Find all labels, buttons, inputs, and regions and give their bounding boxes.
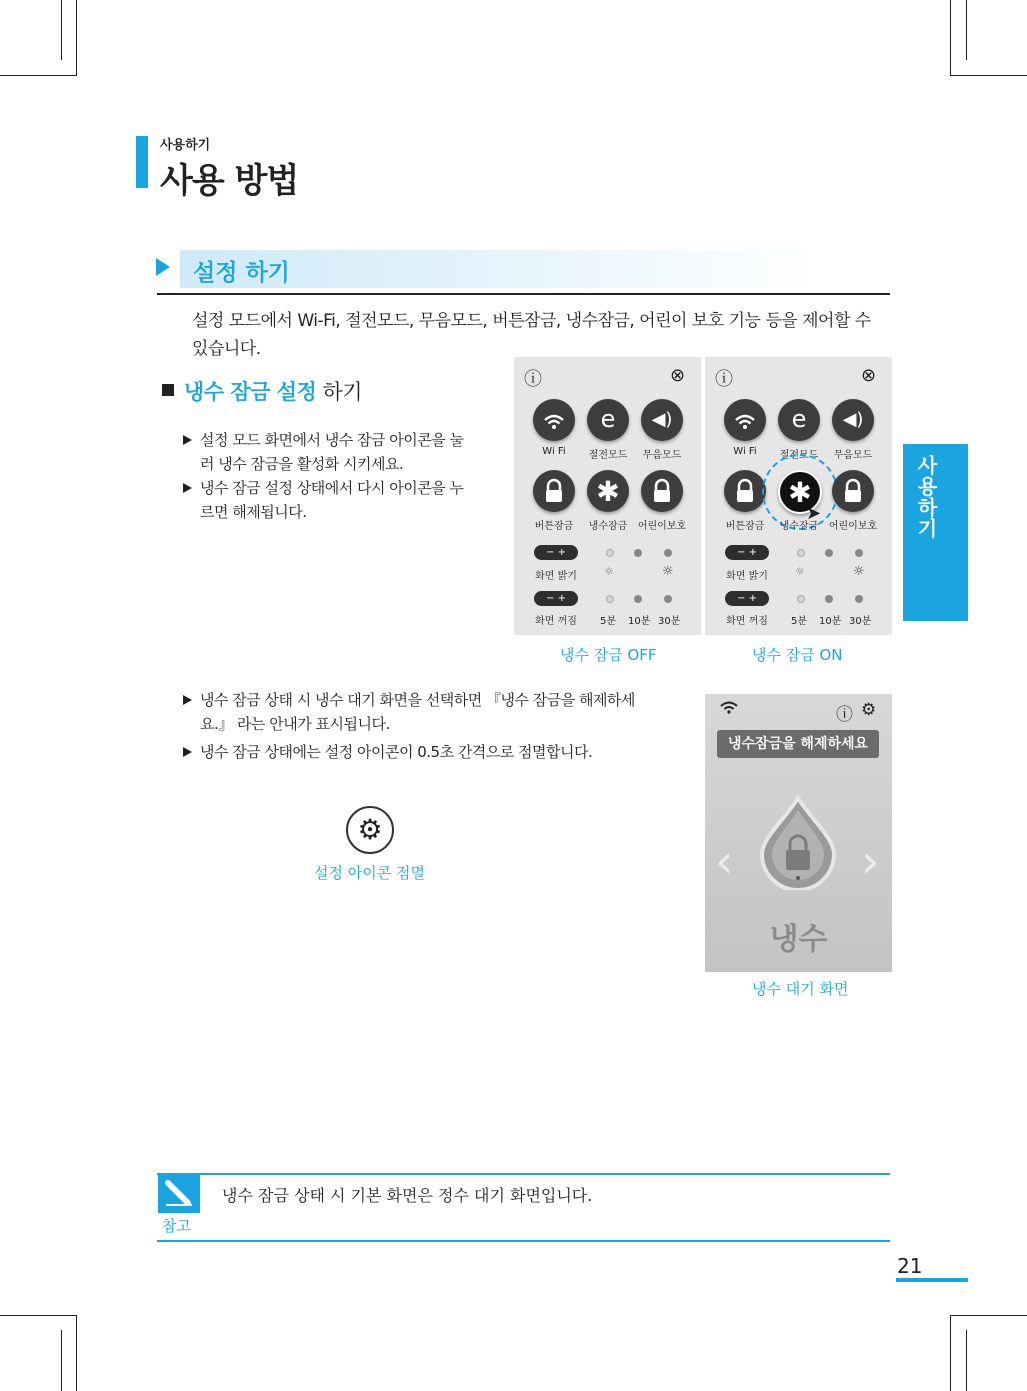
time-label: 10분 [628,616,651,627]
screen-off-stepper: − + [725,591,769,606]
level-dot [825,549,833,557]
sun-icon: ☼ [853,564,865,579]
level-dot [855,595,863,603]
list-item-text: 냉수 잠금 상태에는 설정 아이콘이 0.5초 간격으로 점멸합니다. [200,743,593,761]
child-lock-icon [641,470,683,512]
section-title: 설정 하기 [193,260,290,286]
panel-label: 무음모드 [833,450,873,461]
crop-mark [966,0,967,60]
crop-mark [0,1315,77,1316]
panel-label: 냉수잠금 [588,521,628,532]
panel-label: 버튼잠금 [534,521,574,532]
brightness-stepper: − + [725,545,769,560]
panel-label: 화면 꺼짐 [535,616,577,627]
level-dot [825,595,833,603]
caption-standby: 냉수 대기 화면 [752,980,849,998]
cold-lock-icon: ✱ [778,470,822,514]
water-drop-icon [758,794,838,890]
panel-label: 어린이보호 [828,521,878,532]
wifi-icon [533,399,575,441]
pencil-icon [158,1175,200,1213]
caption-off: 냉수 잠금 OFF [560,646,657,664]
header-category: 사용하기 [160,138,211,153]
time-label: 10분 [819,616,842,627]
gear-icon: ⚙ [346,806,394,854]
level-dot [797,549,805,557]
lock-icon [724,470,766,512]
note-text: 냉수 잠금 상태 시 기본 화면은 정수 대기 화면입니다. [222,1186,593,1205]
level-dot [634,549,642,557]
chevron-right-icon: › [861,834,880,888]
screen-off-stepper: − + [534,591,578,606]
info-icon: ⓘ [524,369,542,390]
brightness-stepper: − + [534,545,578,560]
crop-mark [76,0,77,76]
bullet-list-1 [183,428,473,524]
standby-label: 냉수 [769,922,828,957]
crop-mark [950,0,951,76]
time-label: 5분 [600,616,617,627]
crop-mark [950,1315,951,1391]
power-save-icon: e [778,399,820,441]
section-arrow-icon [156,258,170,276]
cursor-icon: ➤ [806,503,822,524]
panel-label: 절전모드 [779,450,819,461]
panel-label: 화면 꺼짐 [726,616,768,627]
list-item-text: 냉수 잠금 설정 상태에서 다시 아이콘을 누르면 해제됩니다. [200,479,464,521]
panel-label: 버튼잠금 [725,521,765,532]
level-dot [797,595,805,603]
sun-icon: ☼ [604,565,614,578]
time-label: 30분 [849,616,872,627]
panel-label: 무음모드 [642,450,682,461]
page-title: 사용 방법 [160,161,299,201]
panel-label: 어린이보호 [637,521,687,532]
level-dot [606,595,614,603]
intro-text: 설정 모드에서 Wi-Fi, 절전모드, 무음모드, 버튼잠금, 냉수잠금, 어린이 보호 기능 등을 제어할 수 있습니다. [192,311,871,359]
panel-label: Wi Fi [542,446,566,457]
panel-label: 절전모드 [588,450,628,461]
page-number: 21 [897,1254,923,1278]
gear-icon: ⚙ [861,700,877,720]
note-bottom-line [157,1240,890,1242]
level-dot [634,595,642,603]
child-lock-icon [832,470,874,512]
sun-icon: ☼ [662,564,674,579]
panel-label: 냉수잠금 [779,521,819,532]
list-item [183,428,473,476]
caption-blink: 설정 아이콘 점멸 [314,864,425,882]
list-item [183,688,663,736]
level-dot [855,549,863,557]
close-icon: ⊗ [670,365,686,386]
wifi-icon [724,399,766,441]
list-item-text: 냉수 잠금 상태 시 냉수 대기 화면을 선택하면 『냉수 잠금을 해제하세요.』 라는 안내가 표시됩니다. [200,691,635,733]
crop-mark [950,1315,1027,1316]
cold-lock-icon: ✱ [587,470,629,512]
section-divider [157,293,890,295]
triangle-bullet-icon [183,435,192,445]
crop-mark [0,75,77,76]
crop-mark [61,1330,62,1391]
power-save-icon: e [587,399,629,441]
subsection-title-rest: 하기 [316,380,363,404]
speaker-icon: ◀) [832,399,874,441]
chevron-left-icon: ‹ [715,834,734,888]
info-icon: ⓘ [836,705,853,725]
unlock-banner: 냉수잠금을 해제하세요 [717,730,879,758]
note-label: 참고 [162,1217,191,1235]
header-accent-bar [136,136,148,188]
standby-screen [705,694,892,972]
wifi-icon [719,698,739,720]
bullet-list-2 [183,688,663,764]
time-label: 30분 [658,616,681,627]
settings-panel-off [514,357,701,635]
close-icon: ⊗ [861,365,877,386]
note-top-line [157,1173,890,1175]
triangle-bullet-icon [183,695,192,705]
subsection-title-bold: 냉수 잠금 설정 [184,380,317,404]
crop-mark [76,1315,77,1391]
settings-panel-on [705,357,892,635]
info-icon: ⓘ [715,369,733,390]
level-dot [606,549,614,557]
crop-mark [966,1330,967,1391]
sun-icon: ☼ [795,565,805,578]
caption-on: 냉수 잠금 ON [752,646,843,664]
speaker-icon: ◀) [641,399,683,441]
subsection-title [184,376,362,406]
page-number-underline [896,1278,968,1282]
lock-icon [533,470,575,512]
square-bullet-icon [162,384,174,396]
triangle-bullet-icon [183,483,192,493]
level-dot [664,595,672,603]
time-label: 5분 [791,616,808,627]
list-item [183,740,663,764]
level-dot [664,549,672,557]
panel-label: 화면 밝기 [535,571,577,582]
side-tab-label: 사용하기 [914,455,938,539]
list-item [183,476,473,524]
list-item-text: 설정 모드 화면에서 냉수 잠금 아이콘을 눌러 냉수 잠금을 활성화 시키세요. [200,431,464,473]
panel-label: 화면 밝기 [726,571,768,582]
panel-label: Wi Fi [733,446,757,457]
crop-mark [950,75,1027,76]
crop-mark [61,0,62,60]
triangle-bullet-icon [183,747,192,757]
